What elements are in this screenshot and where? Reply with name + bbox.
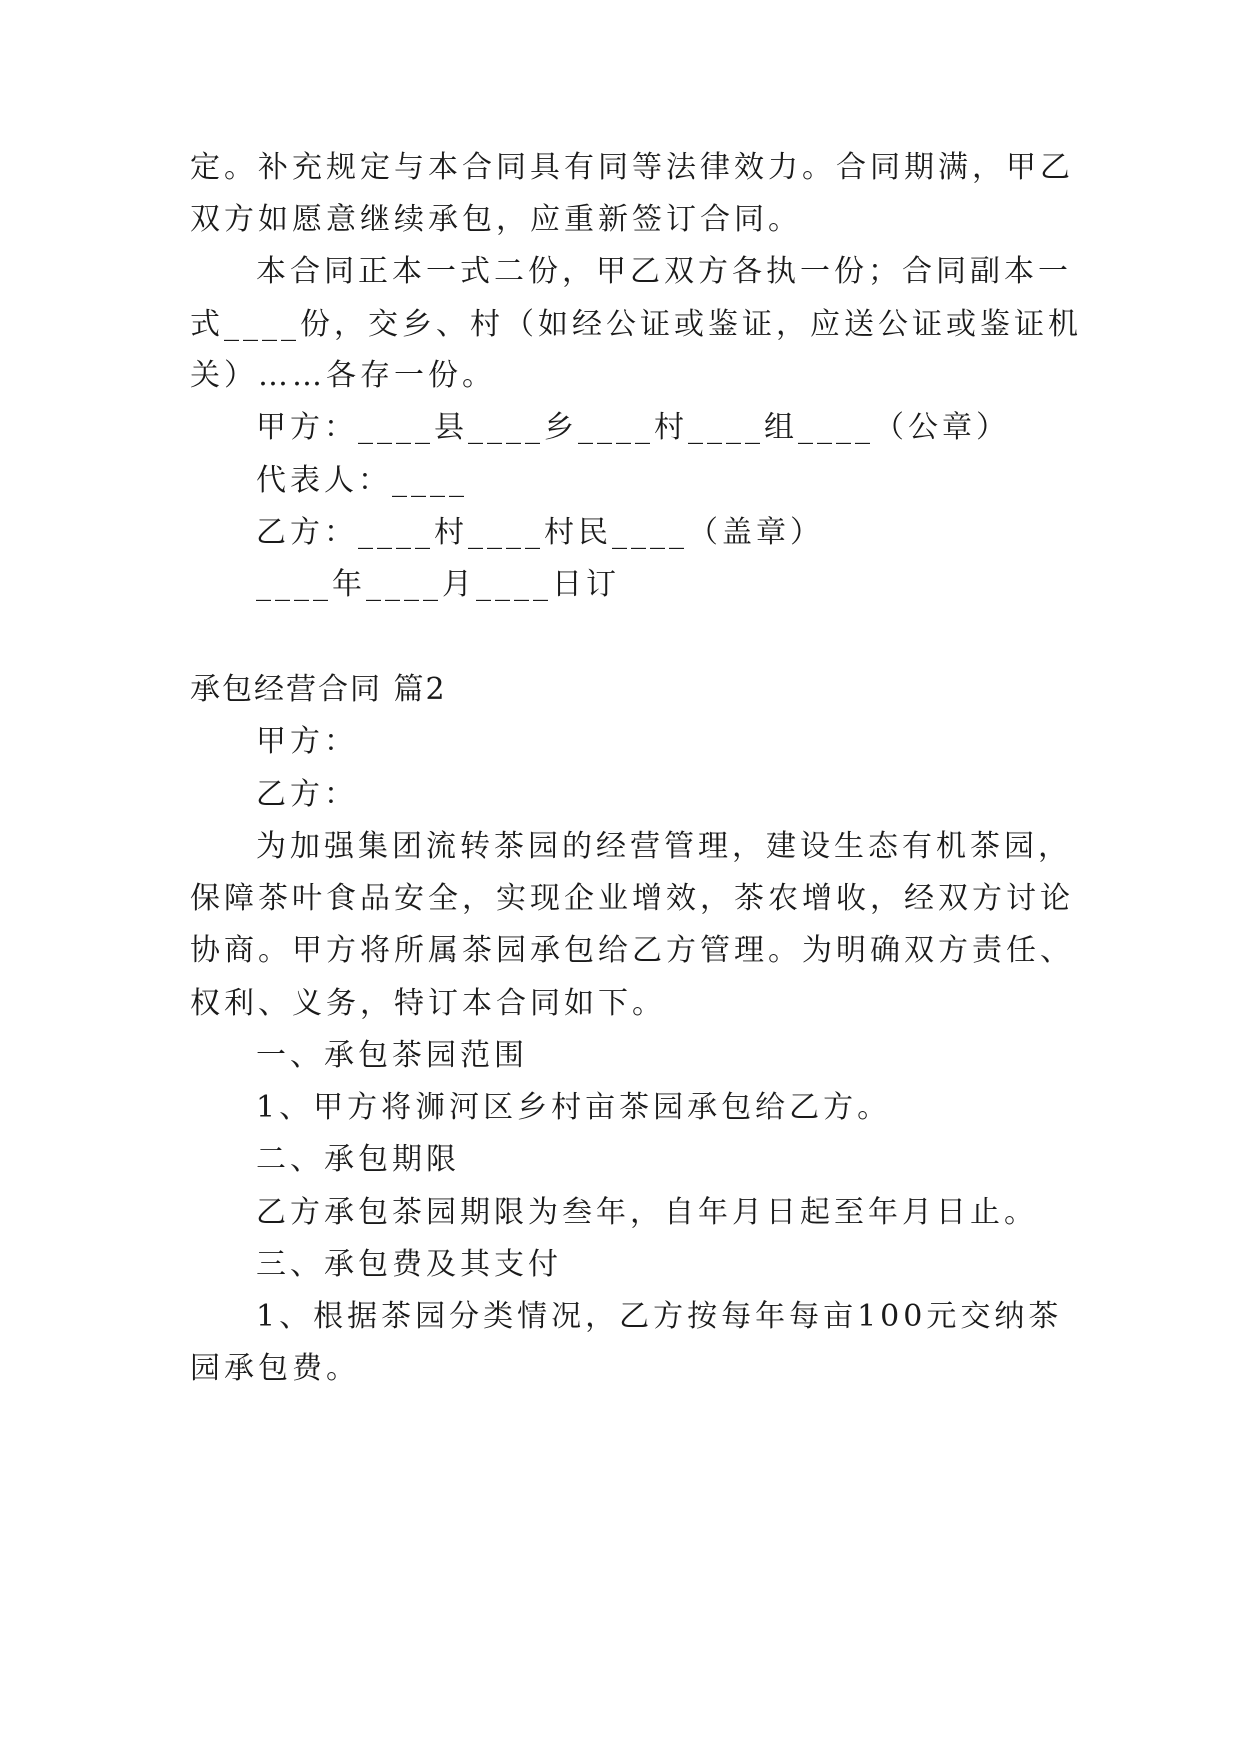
paragraph-line: 1、根据茶园分类情况，乙方按每年每亩100元交纳茶 (256, 1299, 1063, 1334)
section-heading: 一、承包茶园范围 (256, 1038, 528, 1073)
signature-date: ____年____月____日订 (256, 567, 620, 602)
paragraph-line: 乙方承包茶园期限为叁年，自年月日起至年月日止。 (256, 1195, 1038, 1230)
paragraph-line: 园承包费。 (190, 1351, 360, 1386)
section-heading: 二、承包期限 (256, 1142, 460, 1177)
signature-representative: 代表人：____ (256, 463, 468, 498)
party-b-label: 乙方： (256, 777, 358, 812)
paragraph-line: 权利、义务，特订本合同如下。 (190, 986, 666, 1021)
section-title: 承包经营合同 篇2 (190, 672, 447, 707)
paragraph-line: 式____份，交乡、村（如经公证或鉴证，应送公证或鉴证机 (190, 307, 1082, 342)
paragraph-line: 1、甲方将浉河区乡村亩茶园承包给乙方。 (256, 1090, 892, 1125)
section-heading: 三、承包费及其支付 (256, 1247, 562, 1282)
signature-party-b: 乙方：____村____村民____（盖章） (256, 515, 824, 550)
signature-party-a: 甲方：____县____乡____村____组____（公章） (256, 410, 1010, 445)
paragraph-line: 为加强集团流转茶园的经营管理，建设生态有机茶园， (256, 829, 1072, 864)
paragraph-line: 关）……各存一份。 (190, 358, 496, 393)
party-a-label: 甲方： (256, 724, 358, 759)
paragraph-line: 本合同正本一式二份，甲乙双方各执一份；合同副本一 (256, 254, 1072, 289)
paragraph-line: 定。补充规定与本合同具有同等法律效力。合同期满，甲乙 (190, 150, 1074, 185)
paragraph-line: 双方如愿意继续承包，应重新签订合同。 (190, 202, 802, 237)
paragraph-line: 保障茶叶食品安全，实现企业增效，茶农增收，经双方讨论 (190, 881, 1074, 916)
paragraph-line: 协商。甲方将所属茶园承包给乙方管理。为明确双方责任、 (190, 933, 1074, 968)
